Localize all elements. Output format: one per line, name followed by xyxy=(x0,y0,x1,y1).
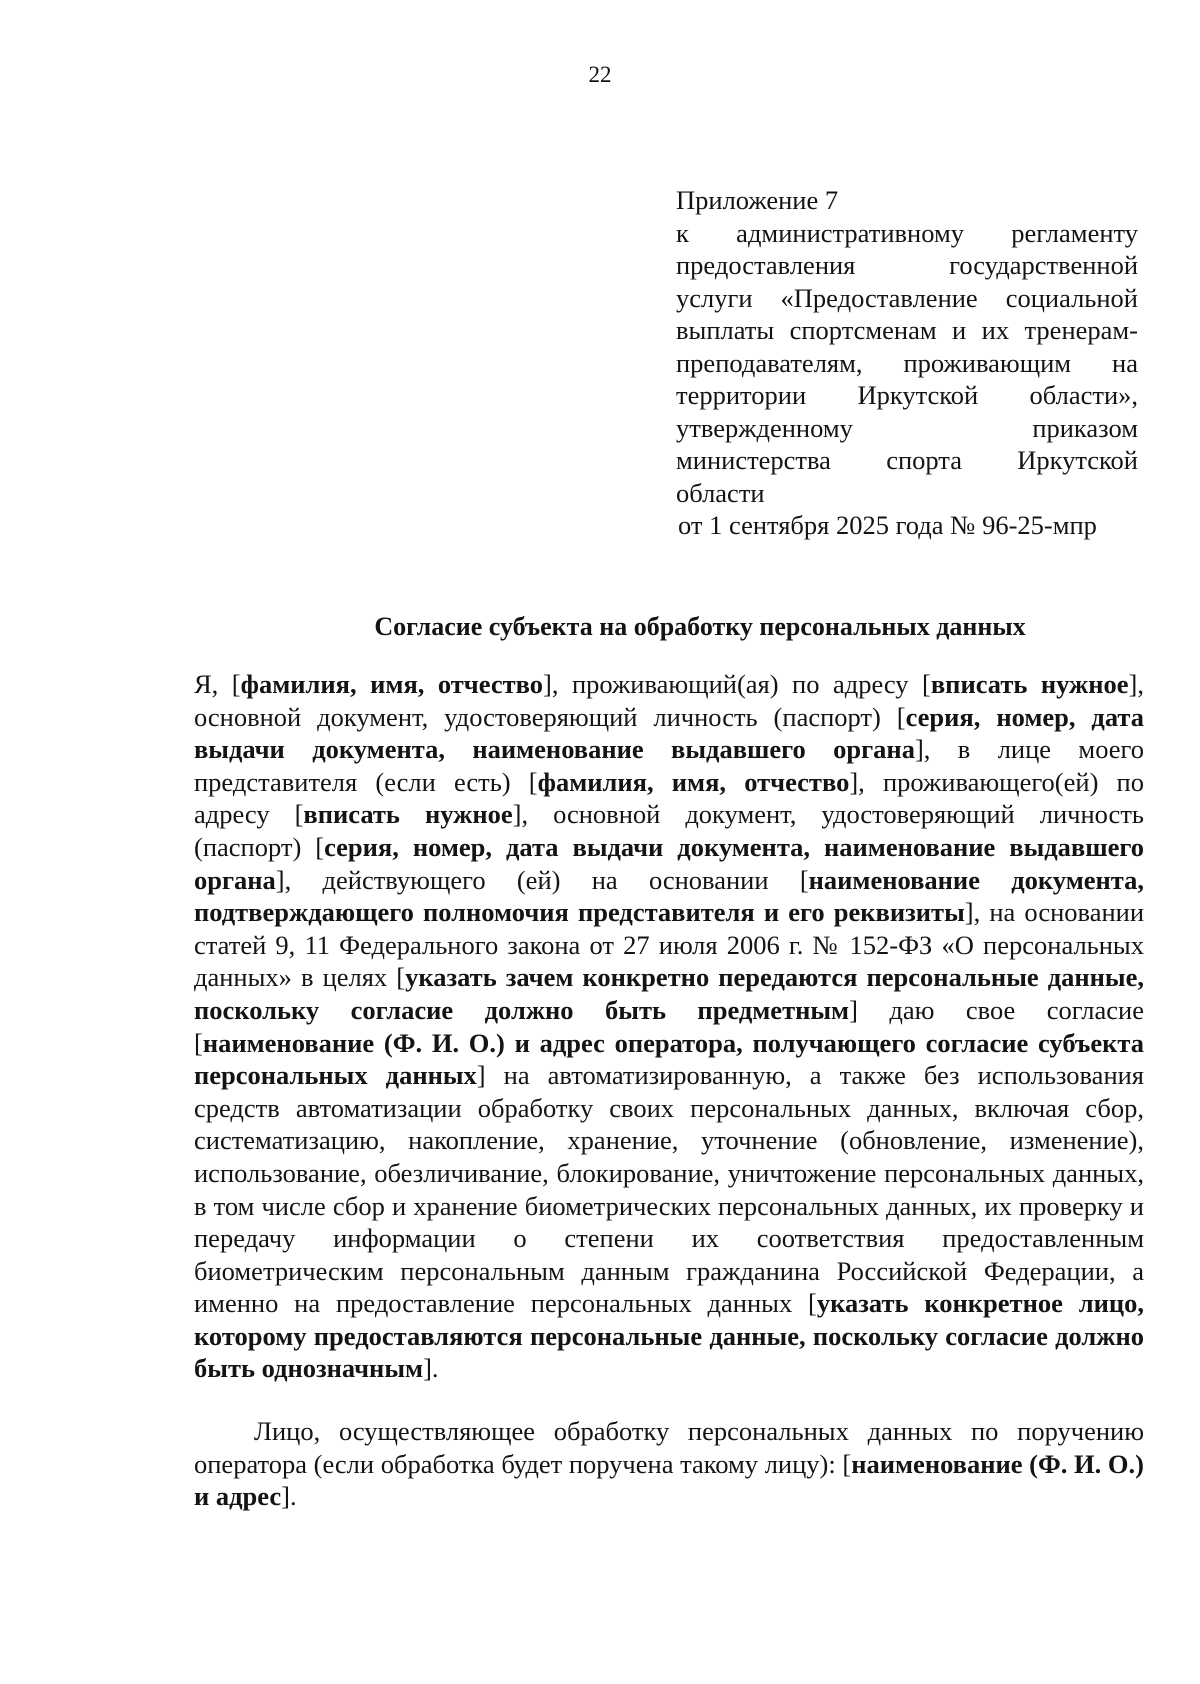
placeholder-text: вписать нужное xyxy=(303,799,513,830)
placeholder-text: серия, номер, дата выдачи документа, наименование выдавшего органа xyxy=(194,831,1144,895)
text-run: ], проживающий(ая) по адресу [ xyxy=(543,669,931,699)
appendix-line: предоставления государственной xyxy=(676,250,1138,280)
appendix-line: преподавателям, проживающим на xyxy=(676,347,1138,378)
placeholder-text: вписать нужное xyxy=(930,669,1129,699)
placeholder-text: серия, номер, дата выдачи документа, наименование выдавшего органа xyxy=(194,701,1144,765)
text-run: ]. xyxy=(423,1353,439,1384)
text-run: ] на автоматизированную, а также без использования средств автоматизации обработку своих персональных данных, включая сбор, систематизацию, накопление, хранение, уточнение (обновление, изменение), использование, обезличивание, блокирование, уничтожение персональных данных, в том числе сбор и хранение биометрических персональных данных, их проверку и передачу информации о степени их соответствия предоставленным биометрическим персональным данным гражданина Российской Федерации, а именно на предоставление персональных данных [ xyxy=(194,1060,1144,1319)
appendix-line: министерства спорта Иркутской xyxy=(676,445,1138,475)
consent-paragraph xyxy=(194,668,1144,1385)
appendix-line: выплаты спортсменам и их тренерам- xyxy=(676,315,1138,345)
text-run: ] даю свое согласие [ xyxy=(194,994,1144,1058)
page-number: 22 xyxy=(588,62,612,87)
text-run: ], основной документ, удостоверяющий личность (паспорт) [ xyxy=(194,799,1144,862)
placeholder-text: фамилия, имя, отчество xyxy=(240,669,543,699)
document-title: Согласие субъекта на обработку персональных данных xyxy=(374,612,1026,641)
appendix-line: области xyxy=(676,477,765,508)
processor-paragraph xyxy=(194,1415,1144,1513)
appendix-line: услуги «Предоставление социальной xyxy=(676,282,1138,313)
text-run: Лицо, осуществляющее обработку персональных данных по поручению оператора (если обработка будет поручена такому лицу): [ xyxy=(194,1416,1144,1479)
text-run: ], на основании статей 9, 11 Федерального закона от 27 июля 2006 г. № 152-ФЗ «О персональных данных» в целях [ xyxy=(194,897,1144,993)
appendix-line: утвержденному приказом xyxy=(676,412,1138,443)
text-run: ], основной документ, удостоверяющий личность (паспорт) [ xyxy=(194,669,1144,732)
placeholder-text: наименование (Ф. И. О.) и адрес xyxy=(194,1448,1144,1512)
placeholder-text: фамилия, имя, отчество xyxy=(537,766,850,797)
placeholder-text: наименование документа, подтверждающего полномочия представителя и его реквизиты xyxy=(194,864,1144,928)
placeholder-text: наименование (Ф. И. О.) и адрес оператора, получающего согласие субъекта персональных данных xyxy=(194,1027,1144,1091)
placeholder-text: указать конкретное лицо, которому предоставляются персональные данные, поскольку согласие должно быть однозначным xyxy=(194,1288,1144,1384)
appendix-block xyxy=(676,184,1138,542)
text-run: ]. xyxy=(281,1481,297,1512)
appendix-line: территории Иркутской области», xyxy=(676,380,1138,410)
text-run: ], в лице моего представителя (если есть) [ xyxy=(194,734,1144,797)
text-run: ], действующего (ей) на основании [ xyxy=(275,864,809,895)
appendix-line: к административному регламенту xyxy=(676,217,1138,248)
appendix-heading: Приложение 7 xyxy=(676,185,839,215)
document-body xyxy=(194,668,1144,1513)
appendix-date-line: от 1 сентября 2025 года № 96-25-мпр xyxy=(678,510,1097,540)
text-run: ], проживающего(ей) по адресу [ xyxy=(194,766,1144,830)
text-run: Я, [ xyxy=(194,669,241,699)
placeholder-text: указать зачем конкретно передаются персональные данные, поскольку согласие должно быть предметным xyxy=(194,962,1145,1025)
